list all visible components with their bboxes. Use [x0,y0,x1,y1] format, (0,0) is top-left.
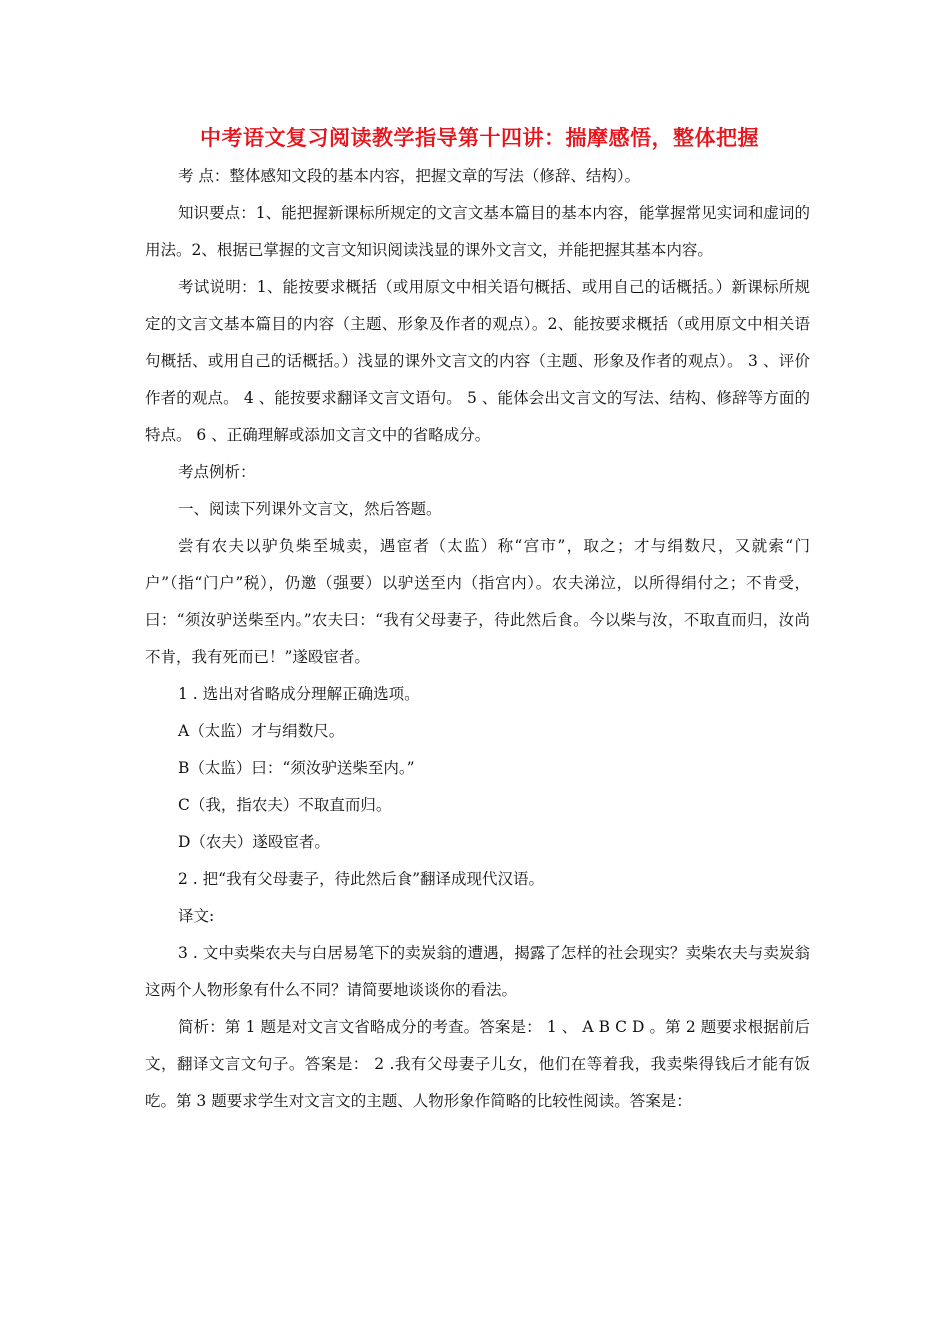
question-3: 3 . 文中卖柴农夫与白居易笔下的卖炭翁的遭遇，揭露了怎样的社会现实？卖柴农夫与卖炭翁这两个人物形象有什么不同？请简要地谈谈你的看法。 [145,944,810,999]
option-a: A（太监）才与绢数尺。 [178,722,345,740]
question-2: 2 . 把“我有父母妻子，待此然后食”翻译成现代汉语。 [178,870,544,888]
brief-analysis-paragraph: 简析：第 1 题是对文言文省略成分的考查。答案是： 1 、 A B C D 。第 2 题要求根据前后文，翻译文言文句子。答案是： 2 .我有父母妻子儿女，他们在等着我，我卖柴得钱后才能有饭吃。第 3 题要求学生对文言文的主题、人物形象作简略的比较性阅读。答案是： [145,1018,810,1110]
question-1: 1 . 选出对省略成分理解正确选项。 [178,685,420,703]
exam-point-paragraph: 考 点：整体感知文段的基本内容，把握文章的写法（修辞、结构）。 [178,167,641,185]
classical-passage: 尝有农夫以驴负柴至城卖，遇宦者（太监）称“宫市”，取之；才与绢数尺，又就索“门户”（指“门户”税），仍邀（强要）以驴送至内（指宫内）。农夫涕泣，以所得绢付之；不肯受，曰：“须汝驴送柴至内。”农夫曰：“我有父母妻子，待此然后食。今以柴与汝，不取直而归，汝尚不肯，我有死而已！”遂殴宦者。 [145,537,810,666]
document-body [145,158,810,1120]
option-c: C（我，指农夫）不取直而归。 [178,796,392,814]
document-title: 中考语文复习阅读教学指导第十四讲：揣摩感悟，整体把握 [200,125,759,150]
knowledge-points-paragraph: 知识要点：1、能把握新课标所规定的文言文基本篇目的基本内容，能掌握常见实词和虚词的用法。2、根据已掌握的文言文知识阅读浅显的课外文言文，并能把握其基本内容。 [145,204,810,259]
translation-label: 译文: [178,907,215,925]
example-analysis-heading: 考点例析： [178,463,256,481]
section-one-heading: 一、阅读下列课外文言文，然后答题。 [178,500,442,518]
option-b: B（太监）曰：“须汝驴送柴至内。” [178,759,415,777]
exam-description-paragraph: 考试说明：1、能按要求概括（或用原文中相关语句概括、或用自己的话概括。）新课标所规定的文言文基本篇目的内容（主题、形象及作者的观点）。2、能按要求概括（或用原文中相关语句概括、或用自己的话概括。）浅显的课外文言文的内容（主题、形象及作者的观点）。 3 、评价作者的观点。 4 、能按要求翻译文言文语句。 5 、能体会出文言文的写法、结构、修辞等方面的特点。 6 、正确理解或添加文言文中的省略成分。 [145,278,810,444]
option-d: D（农夫）遂殴宦者。 [178,833,330,851]
